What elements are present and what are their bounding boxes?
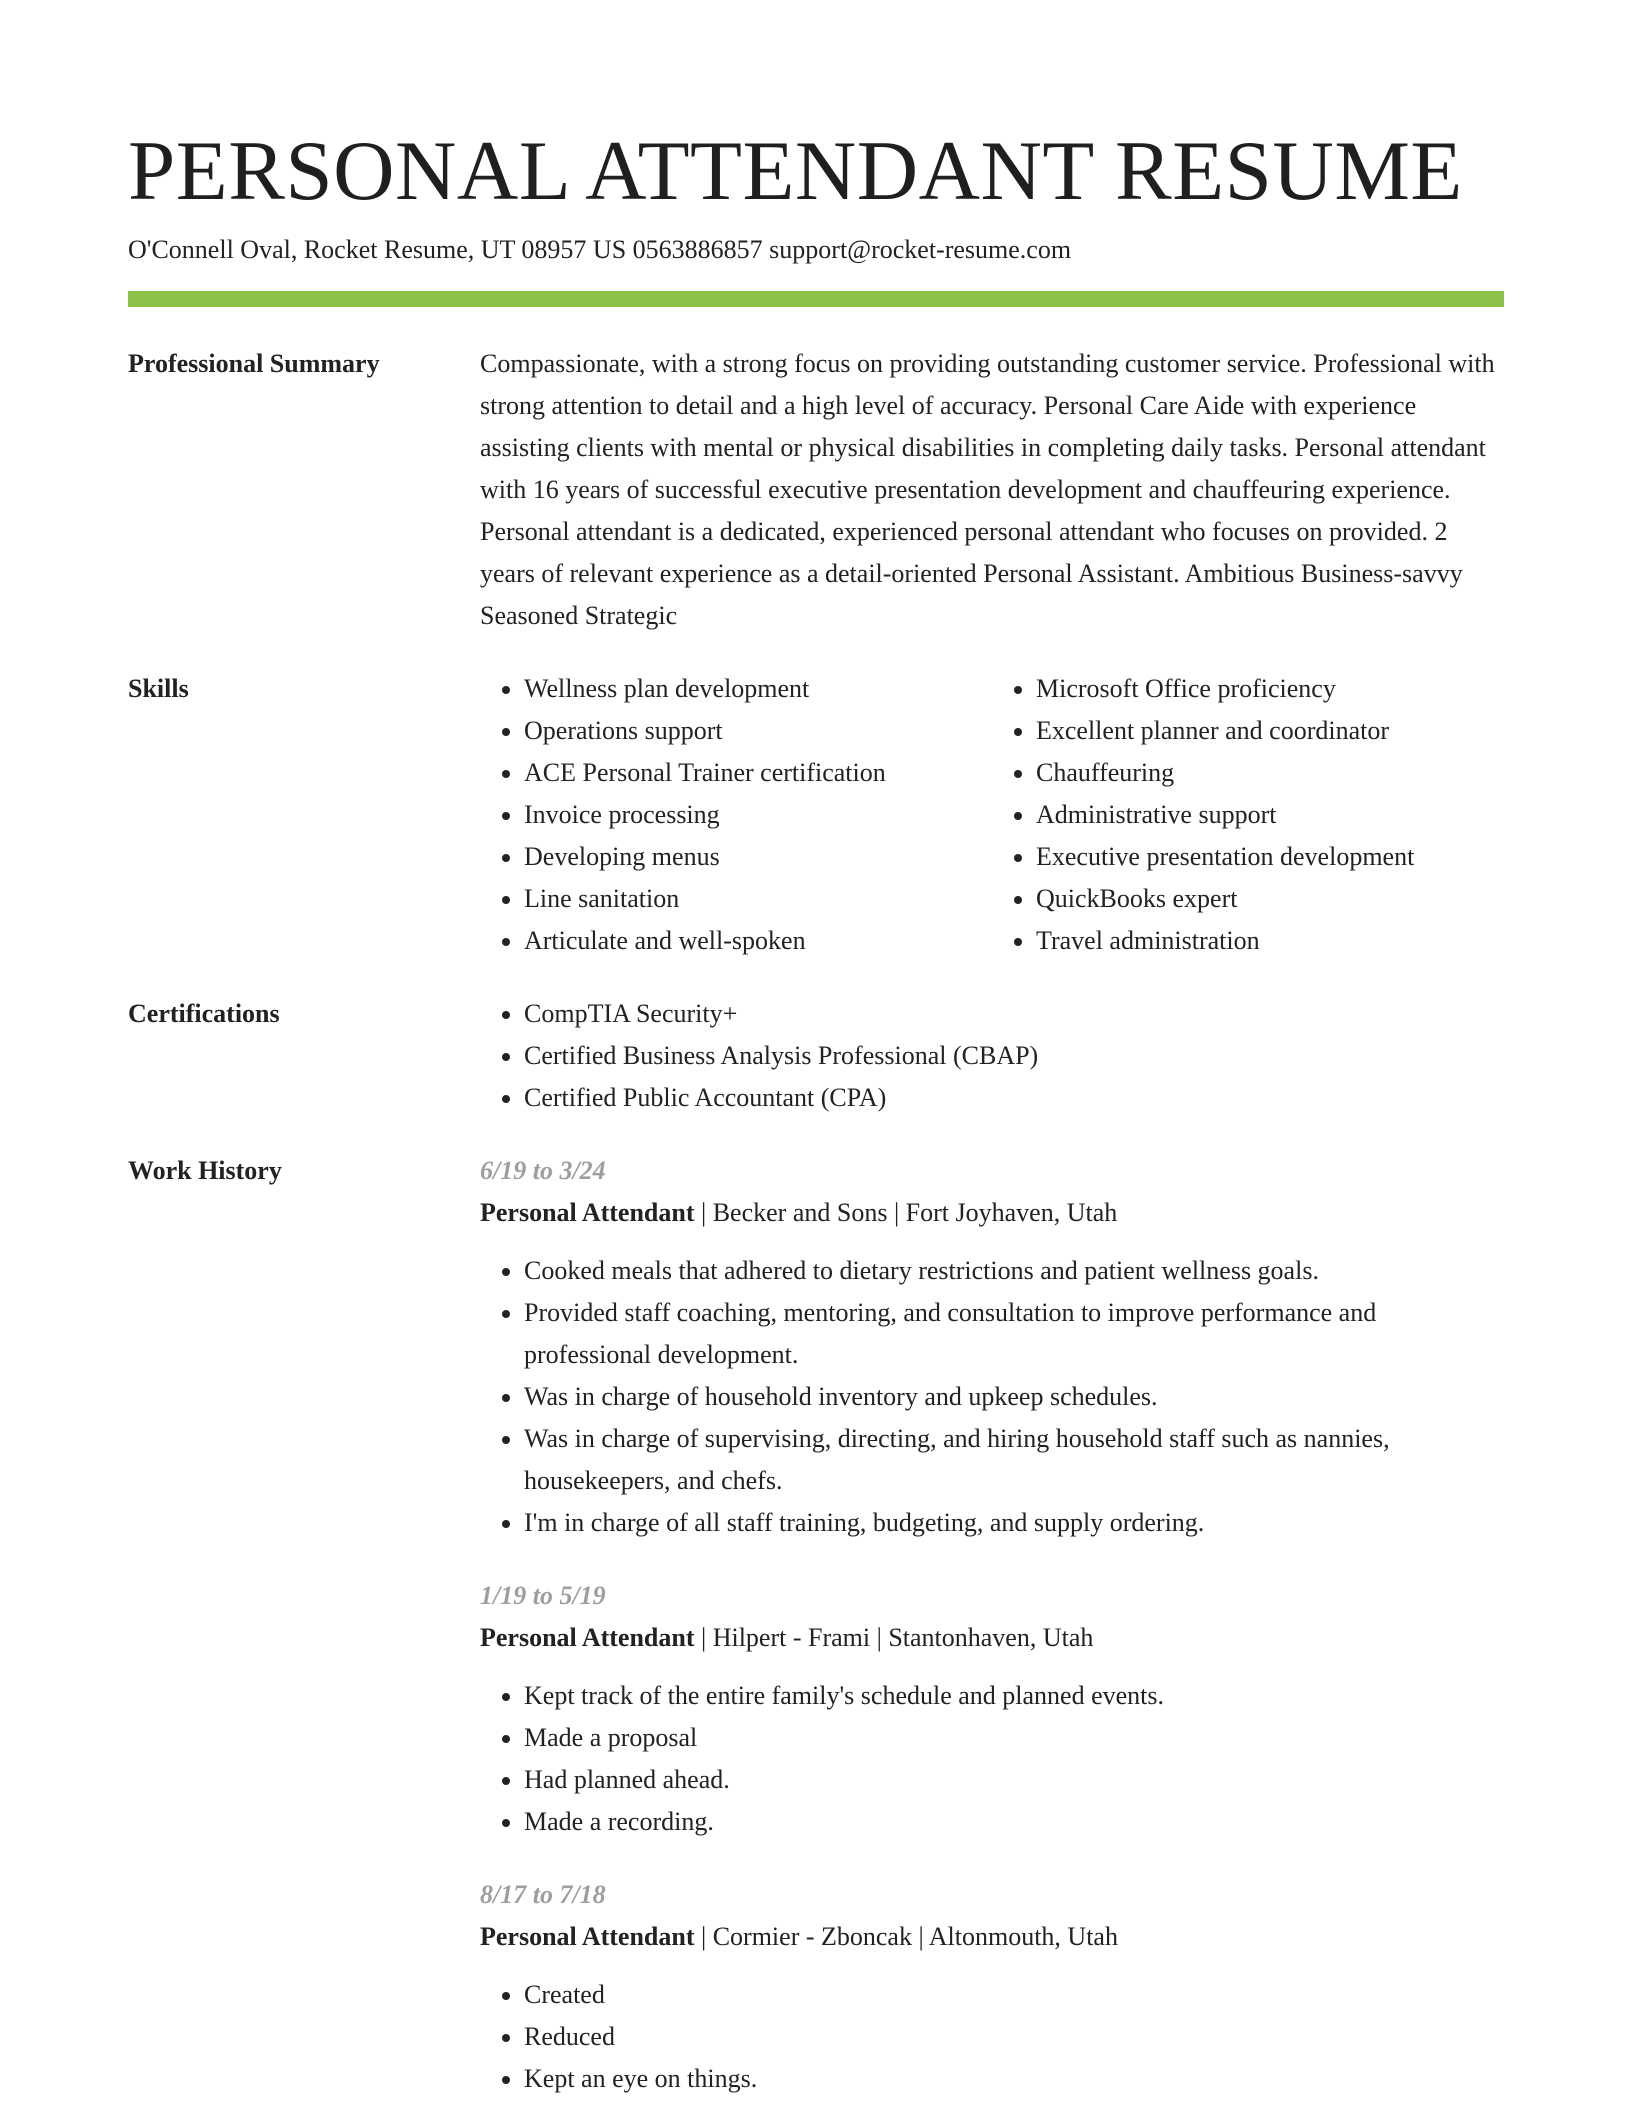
- job-entry: [480, 1150, 1504, 1544]
- job-bullet: • Made a recording.: [524, 1801, 1504, 1843]
- skill-item: • Administrative support: [1036, 794, 1504, 836]
- job-details: | Becker and Sons | Fort Joyhaven, Utah: [694, 1198, 1118, 1227]
- section-certifications: [128, 993, 1504, 1119]
- job-bullets: [480, 1974, 1504, 2100]
- job-bullet: • Had planned ahead.: [524, 1759, 1504, 1801]
- skill-item: • Wellness plan development: [524, 668, 992, 710]
- section-label-certifications: Certifications: [128, 999, 280, 1028]
- job-entry: [480, 1874, 1504, 2100]
- job-heading: [480, 1617, 1504, 1659]
- skill-item: • Operations support: [524, 710, 992, 752]
- job-title: Personal Attendant: [480, 1922, 695, 1951]
- job-details: | Hilpert - Frami | Stantonhaven, Utah: [694, 1623, 1094, 1652]
- skill-item: • Executive presentation development: [1036, 836, 1504, 878]
- section-professional-summary: [128, 343, 1504, 637]
- certification-item: • CompTIA Security+: [524, 993, 1504, 1035]
- job-bullet: • Reduced: [524, 2016, 1504, 2058]
- section-label-skills: Skills: [128, 674, 189, 703]
- skills-list-left: [480, 668, 992, 962]
- skill-item: • QuickBooks expert: [1036, 878, 1504, 920]
- resume-title: PERSONAL ATTENDANT RESUME: [128, 124, 1463, 218]
- summary-text: Compassionate, with a strong focus on providing outstanding customer service. Professional with strong attention to detail and a high level of accuracy. Personal Care Aide with experience assisting clients with mental or physical disabilities in completing daily tasks. Personal attendant with 16 years of successful executive presentation development and chauffeuring experience. Personal attendant is a dedicated, experienced personal attendant who focuses on provided. 2 years of relevant experience as a detail-oriented Personal Assistant. Ambitious Business-savvy Seasoned Strategic: [480, 349, 1495, 630]
- certifications-list: [480, 993, 1504, 1119]
- skill-item: • Invoice processing: [524, 794, 992, 836]
- job-bullets: [480, 1675, 1504, 1843]
- job-bullet: • Cooked meals that adhered to dietary restrictions and patient wellness goals.: [524, 1250, 1504, 1292]
- skills-list-right: [992, 668, 1504, 962]
- job-bullet: • I'm in charge of all staff training, budgeting, and supply ordering.: [524, 1502, 1504, 1544]
- job-bullets: [480, 1250, 1504, 1544]
- job-bullet: • Created: [524, 1974, 1504, 2016]
- skill-item: • ACE Personal Trainer certification: [524, 752, 992, 794]
- section-label-summary: Professional Summary: [128, 349, 380, 378]
- certification-item: • Certified Business Analysis Professional (CBAP): [524, 1035, 1504, 1077]
- job-dates: 8/17 to 7/18: [480, 1880, 606, 1909]
- resume-page: [128, 118, 1504, 2100]
- section-skills: [128, 668, 1504, 962]
- skill-item: • Chauffeuring: [1036, 752, 1504, 794]
- contact-line: O'Connell Oval, Rocket Resume, UT 08957 US 0563886857 support@rocket-resume.com: [128, 235, 1072, 264]
- job-heading: [480, 1916, 1504, 1958]
- job-details: | Cormier - Zboncak | Altonmouth, Utah: [694, 1922, 1118, 1951]
- certification-item: • Certified Public Accountant (CPA): [524, 1077, 1504, 1119]
- section-label-work-history: Work History: [128, 1156, 282, 1185]
- job-heading: [480, 1192, 1504, 1234]
- skill-item: • Microsoft Office proficiency: [1036, 668, 1504, 710]
- job-bullet: • Kept an eye on things.: [524, 2058, 1504, 2100]
- job-bullet: • Was in charge of household inventory and upkeep schedules.: [524, 1376, 1504, 1418]
- job-entry: [480, 1575, 1504, 1843]
- job-bullet: • Provided staff coaching, mentoring, and consultation to improve performance and professional development.: [524, 1292, 1504, 1376]
- job-bullet: • Kept track of the entire family's schedule and planned events.: [524, 1675, 1504, 1717]
- section-work-history: [128, 1150, 1504, 2100]
- job-bullet: • Was in charge of supervising, directing, and hiring household staff such as nannies, housekeepers, and chefs.: [524, 1418, 1504, 1502]
- job-title: Personal Attendant: [480, 1623, 695, 1652]
- skill-item: • Articulate and well-spoken: [524, 920, 992, 962]
- skill-item: • Line sanitation: [524, 878, 992, 920]
- skill-item: • Excellent planner and coordinator: [1036, 710, 1504, 752]
- job-dates: 1/19 to 5/19: [480, 1581, 606, 1610]
- job-dates: 6/19 to 3/24: [480, 1156, 606, 1185]
- job-title: Personal Attendant: [480, 1198, 695, 1227]
- header-divider: [128, 291, 1504, 307]
- skill-item: • Travel administration: [1036, 920, 1504, 962]
- skill-item: • Developing menus: [524, 836, 992, 878]
- job-bullet: • Made a proposal: [524, 1717, 1504, 1759]
